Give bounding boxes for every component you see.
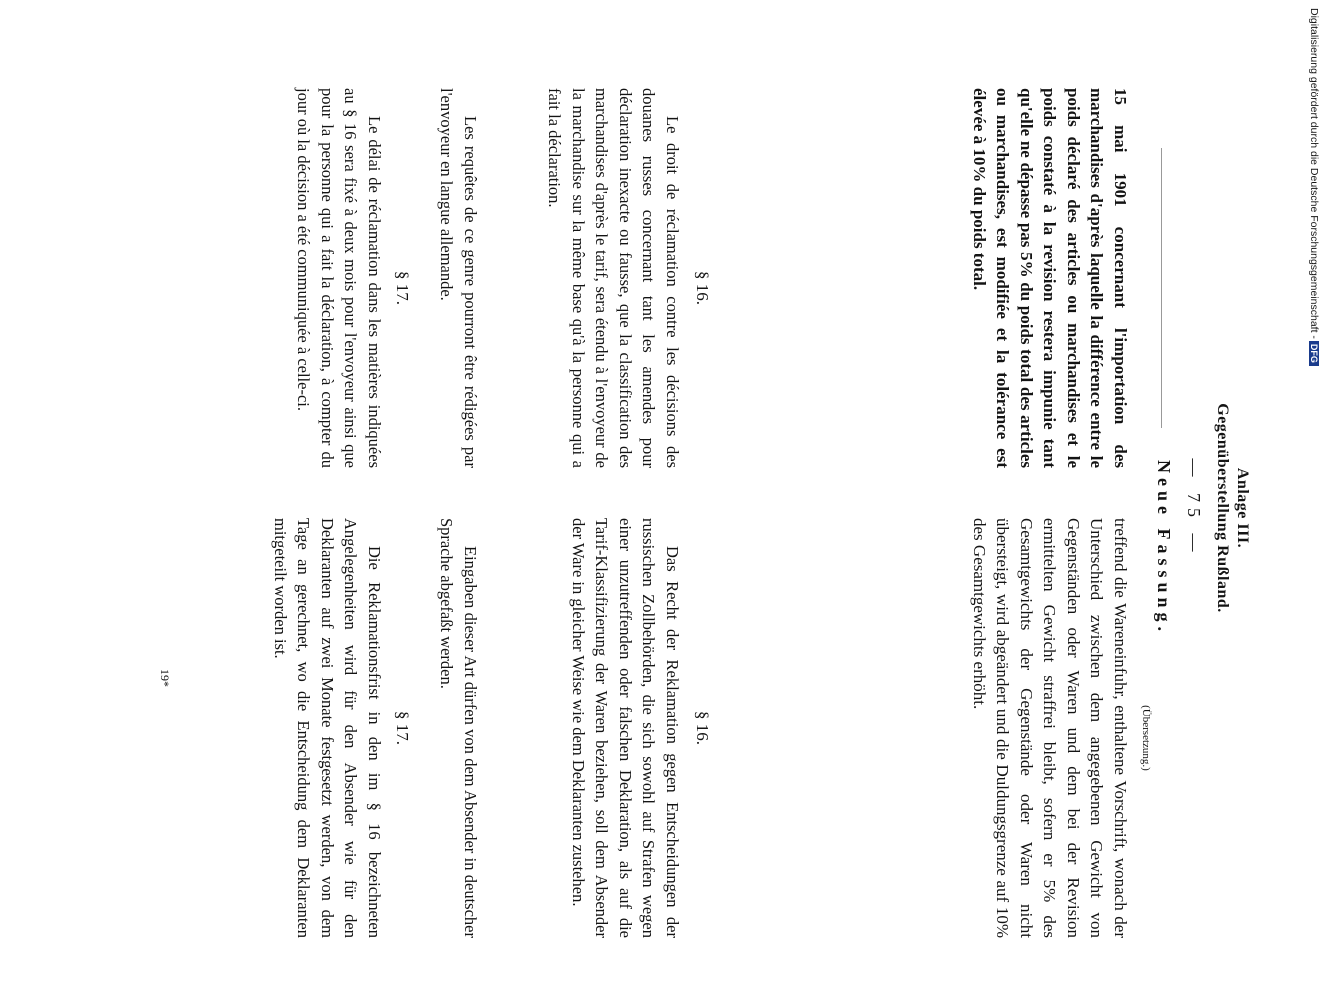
section-16-label-de: § 16. bbox=[693, 711, 712, 745]
section-16-french-p1: Le droit de réclamation contre les décisions des douanes russes concernant tant les amendes pour déclaration inexacte ou fausse, que la classification des marchandises d'après le tarif, sera étendu à l'envoyeur de la marchandise sur la même base qu'à la personne qui a fait la déclaration. bbox=[545, 88, 682, 468]
german-text-block: treffend die Wareneinfuhr, enthaltene Vorschrift, wonach der Unterschied zwischen dem angegebenen Gewicht von Gegenständen oder Waren und dem bei der Revision ermittelten Gewicht straffrei bleibt, sofern er 5% des Gesamtgewichts der Gegenstände oder Waren nicht übersteigt, wird abgeändert und die Duldungsgrenze auf 10% des Gesamtgewichts erhöht. bbox=[970, 518, 1130, 938]
appendix-title: Anlage III. bbox=[1234, 467, 1251, 549]
neue-fassung-heading: Neue Fassung. bbox=[1154, 459, 1174, 636]
dfg-credit bbox=[1306, 8, 1320, 398]
page-number: — 75 — bbox=[1184, 458, 1204, 558]
french-text-block: 15 mai 1901 concernant l'importation des marchandises d'après laquelle la différence entre le poids déclaré des articles ou marchandises et le poids constaté à la revision restera impunie tant qu'elle ne dépasse pas 5% du poids total des articles ou marchandises, est modifiée et la tolérance est élevée à 10% du poids total. bbox=[970, 88, 1130, 468]
section-17-label-fr: § 17. bbox=[393, 271, 412, 305]
credit-text: Digitalisierung gefördert durch die Deutsche Forschungsgemeinschaft - bbox=[1308, 8, 1320, 339]
divider-rule bbox=[1161, 148, 1162, 428]
section-16-french-p2: Les requêtes de ce genre pourront être rédigées par l'envoyeur en langue allemande. bbox=[437, 88, 480, 468]
dfg-logo: DFG bbox=[1309, 341, 1319, 366]
appendix-subtitle: Gegenüberstellung Rußland. bbox=[1214, 403, 1231, 613]
translation-note: (Übersetzung.) bbox=[1140, 705, 1152, 771]
section-17-label-de: § 17. bbox=[393, 711, 412, 745]
section-17-french-p1: Le délai de réclamation dans les matières indiquées au § 16 sera fixé à deux mois pour l'envoyeur ainsi que pour la personne qui a fait la déclaration, à compter du jour où la décision a été communiquée à celle-ci. bbox=[294, 88, 384, 468]
section-16-label-fr: § 16. bbox=[693, 271, 712, 305]
running-header bbox=[1212, 68, 1252, 948]
section-16-german-p1: Das Recht der Reklamation gegen Entscheidungen der russischen Zollbehörden, die sich sowohl auf Strafen wegen einer unzutreffenden oder falschen Deklaration, als auf die Tarif-Klassifizierung der Waren beziehen, soll dem Absender der Ware in gleicher Weise wie dem Deklaranten zustehen. bbox=[569, 518, 682, 938]
section-16-german-p2: Eingaben dieser Art dürfen von dem Absender in deutscher Sprache abgefaßt werden. bbox=[437, 518, 480, 938]
rotated-document-page bbox=[72, 68, 1252, 948]
section-17-german-p1: Die Reklamationsfrist in den im § 16 bezeichneten Angelegenheiten wird für den Absender wie für den Deklaranten auf zwei Monate festgesetzt werden, von dem Tage an gerechnet, wo die Entscheidung dem Deklaranten mitgeteilt worden ist. bbox=[271, 518, 384, 938]
sheet-signature: 19* bbox=[158, 669, 172, 687]
